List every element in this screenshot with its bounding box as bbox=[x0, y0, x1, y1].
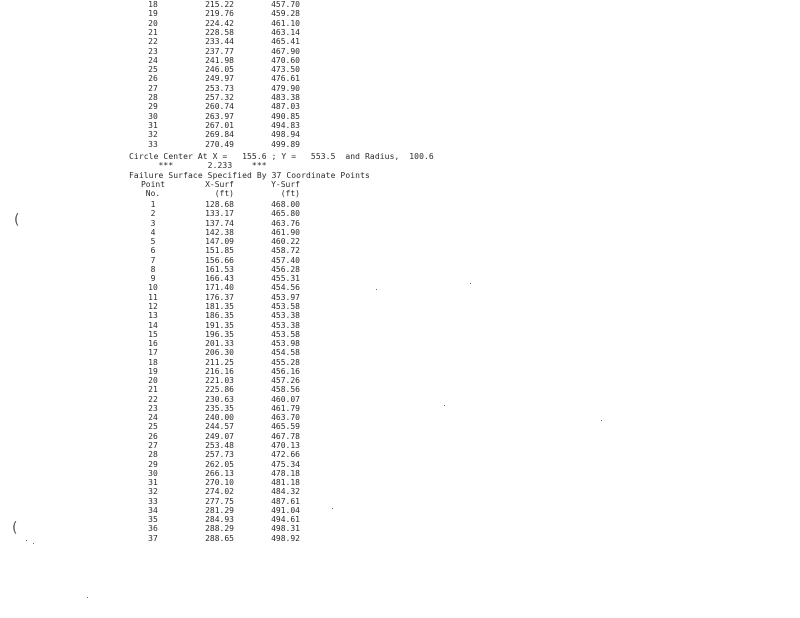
y-surf-value: 484.32 bbox=[271, 487, 300, 497]
scan-mark: ( bbox=[12, 520, 18, 536]
scan-speck bbox=[376, 289, 377, 290]
x-surf-value: 147.09 bbox=[205, 237, 234, 247]
x-surf-value: 219.76 bbox=[205, 9, 234, 19]
point-number: 34 bbox=[148, 505, 158, 515]
y-surf-value: 494.61 bbox=[271, 515, 300, 525]
x-surf-value: 241.98 bbox=[205, 55, 234, 65]
point-number: 31 bbox=[148, 120, 158, 130]
scan-speck bbox=[26, 540, 27, 541]
point-number: 28 bbox=[148, 93, 158, 102]
table-row bbox=[0, 515, 800, 524]
y-surf-value: 478.18 bbox=[271, 468, 300, 478]
point-number: 22 bbox=[148, 37, 158, 47]
point-number: 29 bbox=[148, 459, 158, 469]
x-surf-value: 288.29 bbox=[205, 524, 234, 534]
y-surf-value: 457.70 bbox=[271, 0, 300, 9]
x-surf-value: 257.73 bbox=[205, 450, 234, 460]
point-number: 7 bbox=[150, 255, 156, 265]
x-surf-value: 233.44 bbox=[205, 37, 234, 47]
y-surf-value: 475.34 bbox=[271, 459, 300, 469]
scan-mark: ( bbox=[14, 212, 20, 228]
failure-surface-title: Failure Surface Specified By 37 Coordinate Points bbox=[129, 171, 370, 180]
y-surf-value: 483.38 bbox=[271, 93, 300, 102]
point-number: 29 bbox=[148, 102, 158, 112]
y-surf-value: 456.28 bbox=[271, 264, 300, 274]
point-number: 32 bbox=[148, 487, 158, 497]
y-surf-value: 461.79 bbox=[271, 403, 300, 413]
y-surf-value: 453.58 bbox=[271, 329, 300, 339]
point-number: 26 bbox=[148, 431, 158, 441]
y-surf-value: 461.10 bbox=[271, 18, 300, 28]
table-row bbox=[0, 376, 800, 385]
table-row bbox=[0, 74, 800, 83]
table-row bbox=[0, 506, 800, 515]
point-number: 3 bbox=[150, 218, 156, 228]
x-surf-value: 274.02 bbox=[205, 487, 234, 497]
table-row bbox=[0, 283, 800, 292]
point-number: 27 bbox=[148, 441, 158, 451]
scan-speck bbox=[87, 597, 88, 598]
x-surf-value: 262.05 bbox=[205, 459, 234, 469]
point-number: 33 bbox=[148, 139, 158, 149]
point-number: 37 bbox=[148, 533, 158, 543]
point-number: 21 bbox=[148, 27, 158, 37]
y-surf-value: 453.98 bbox=[271, 339, 300, 349]
point-number: 30 bbox=[148, 111, 158, 121]
table-row bbox=[0, 19, 800, 28]
x-surf-value: 249.07 bbox=[205, 431, 234, 441]
table-row bbox=[0, 237, 800, 246]
point-number: 1 bbox=[150, 200, 156, 209]
point-number: 24 bbox=[148, 413, 158, 423]
table-row bbox=[0, 9, 800, 18]
scan-speck bbox=[601, 420, 602, 421]
point-number: 25 bbox=[148, 422, 158, 432]
point-number: 13 bbox=[148, 311, 158, 321]
x-surf-value: 201.33 bbox=[205, 339, 234, 349]
point-number: 31 bbox=[148, 478, 158, 488]
point-number: 23 bbox=[148, 46, 158, 56]
x-surf-value: 156.66 bbox=[205, 255, 234, 265]
table-row bbox=[0, 358, 800, 367]
x-surf-value: 281.29 bbox=[205, 505, 234, 515]
table-row bbox=[0, 321, 800, 330]
table-row bbox=[0, 441, 800, 450]
x-surf-value: 225.86 bbox=[205, 385, 234, 395]
x-surf-value: 253.73 bbox=[205, 83, 234, 93]
y-surf-value: 490.85 bbox=[271, 111, 300, 121]
table-row bbox=[0, 478, 800, 487]
table-row bbox=[0, 460, 800, 469]
y-surf-value: 470.13 bbox=[271, 441, 300, 451]
circle-center-line: Circle Center At X = 155.6 ; Y = 553.5 and Radius, 100.6 bbox=[129, 152, 434, 161]
point-number: 22 bbox=[148, 394, 158, 404]
y-surf-value: 498.31 bbox=[271, 524, 300, 534]
table-row bbox=[0, 200, 800, 209]
table-row bbox=[0, 395, 800, 404]
y-surf-value: 453.38 bbox=[271, 320, 300, 330]
x-surf-value: 246.05 bbox=[205, 65, 234, 75]
x-surf-value: 230.63 bbox=[205, 394, 234, 404]
y-surf-value: 458.72 bbox=[271, 246, 300, 256]
header-y-surf: Y-Surf bbox=[271, 180, 300, 189]
y-surf-value: 456.16 bbox=[271, 366, 300, 376]
header-point: Point bbox=[140, 180, 166, 189]
table-row bbox=[0, 102, 800, 111]
point-number: 10 bbox=[148, 283, 158, 293]
table-row bbox=[0, 37, 800, 46]
table-row bbox=[0, 422, 800, 431]
table-row bbox=[0, 112, 800, 121]
table-row bbox=[0, 385, 800, 394]
point-number: 18 bbox=[148, 0, 158, 9]
x-surf-value: 151.85 bbox=[205, 246, 234, 256]
table-row bbox=[0, 469, 800, 478]
point-number: 30 bbox=[148, 468, 158, 478]
y-surf-value: 461.90 bbox=[271, 227, 300, 237]
x-surf-value: 240.00 bbox=[205, 413, 234, 423]
table-row bbox=[0, 497, 800, 506]
point-number: 20 bbox=[148, 376, 158, 386]
y-surf-value: 460.22 bbox=[271, 237, 300, 247]
header-y-unit: (ft) bbox=[280, 189, 300, 198]
x-surf-value: 277.75 bbox=[205, 496, 234, 506]
x-surf-value: 191.35 bbox=[205, 320, 234, 330]
y-surf-value: 460.07 bbox=[271, 394, 300, 404]
header-no: No. bbox=[145, 189, 161, 198]
x-surf-value: 270.49 bbox=[205, 139, 234, 149]
point-number: 20 bbox=[148, 18, 158, 28]
table-row bbox=[0, 524, 800, 533]
table-row bbox=[0, 209, 800, 218]
y-surf-value: 476.61 bbox=[271, 74, 300, 84]
header-x-surf: X-Surf bbox=[205, 180, 234, 189]
y-surf-value: 454.58 bbox=[271, 348, 300, 358]
x-surf-value: 176.37 bbox=[205, 292, 234, 302]
point-number: 32 bbox=[148, 130, 158, 140]
x-surf-value: 128.68 bbox=[205, 200, 234, 209]
table-row bbox=[0, 246, 800, 255]
point-number: 14 bbox=[148, 320, 158, 330]
table-row bbox=[0, 450, 800, 459]
y-surf-value: 465.80 bbox=[271, 209, 300, 219]
table-row bbox=[0, 265, 800, 274]
table-row bbox=[0, 413, 800, 422]
point-number: 19 bbox=[148, 366, 158, 376]
x-surf-value: 221.03 bbox=[205, 376, 234, 386]
y-surf-value: 458.56 bbox=[271, 385, 300, 395]
table-row bbox=[0, 65, 800, 74]
x-surf-value: 244.57 bbox=[205, 422, 234, 432]
y-surf-value: 453.38 bbox=[271, 311, 300, 321]
x-surf-value: 206.30 bbox=[205, 348, 234, 358]
x-surf-value: 137.74 bbox=[205, 218, 234, 228]
x-surf-value: 269.84 bbox=[205, 130, 234, 140]
table-row bbox=[0, 404, 800, 413]
header-x-unit: (ft) bbox=[214, 189, 234, 198]
point-number: 8 bbox=[150, 264, 156, 274]
x-surf-value: 263.97 bbox=[205, 111, 234, 121]
y-surf-value: 463.14 bbox=[271, 27, 300, 37]
point-number: 28 bbox=[148, 450, 158, 460]
scan-speck bbox=[33, 543, 34, 544]
y-surf-value: 465.41 bbox=[271, 37, 300, 47]
x-surf-value: 270.10 bbox=[205, 478, 234, 488]
column-units-row bbox=[0, 189, 800, 198]
x-surf-value: 211.25 bbox=[205, 357, 234, 367]
y-surf-value: 457.40 bbox=[271, 255, 300, 265]
scan-speck bbox=[332, 508, 333, 509]
y-surf-value: 453.97 bbox=[271, 292, 300, 302]
x-surf-value: 237.77 bbox=[205, 46, 234, 56]
table-row bbox=[0, 330, 800, 339]
scan-speck bbox=[444, 405, 445, 406]
x-surf-value: 266.13 bbox=[205, 468, 234, 478]
x-surf-value: 284.93 bbox=[205, 515, 234, 525]
x-surf-value: 228.58 bbox=[205, 27, 234, 37]
point-number: 9 bbox=[150, 274, 156, 284]
x-surf-value: 260.74 bbox=[205, 102, 234, 112]
y-surf-value: 479.90 bbox=[271, 83, 300, 93]
table-row bbox=[0, 28, 800, 37]
x-surf-value: 288.65 bbox=[205, 533, 234, 543]
y-surf-value: 467.90 bbox=[271, 46, 300, 56]
point-number: 5 bbox=[150, 237, 156, 247]
table-row bbox=[0, 219, 800, 228]
point-number: 27 bbox=[148, 83, 158, 93]
x-surf-value: 166.43 bbox=[205, 274, 234, 284]
y-surf-value: 463.76 bbox=[271, 218, 300, 228]
x-surf-value: 171.40 bbox=[205, 283, 234, 293]
point-number: 18 bbox=[148, 357, 158, 367]
y-surf-value: 465.59 bbox=[271, 422, 300, 432]
table-row bbox=[0, 0, 800, 9]
table-row bbox=[0, 121, 800, 130]
table-row bbox=[0, 93, 800, 102]
x-surf-value: 249.97 bbox=[205, 74, 234, 84]
x-surf-value: 142.38 bbox=[205, 227, 234, 237]
point-number: 15 bbox=[148, 329, 158, 339]
point-number: 33 bbox=[148, 496, 158, 506]
y-surf-value: 459.28 bbox=[271, 9, 300, 19]
point-number: 6 bbox=[150, 246, 156, 256]
point-number: 12 bbox=[148, 301, 158, 311]
table-row bbox=[0, 487, 800, 496]
point-number: 17 bbox=[148, 348, 158, 358]
x-surf-value: 196.35 bbox=[205, 329, 234, 339]
scan-speck bbox=[470, 283, 471, 284]
table-row bbox=[0, 47, 800, 56]
x-surf-value: 224.42 bbox=[205, 18, 234, 28]
y-surf-value: 481.18 bbox=[271, 478, 300, 488]
x-surf-value: 235.35 bbox=[205, 403, 234, 413]
table-row bbox=[0, 130, 800, 139]
table-row bbox=[0, 140, 800, 149]
table-row bbox=[0, 302, 800, 311]
table-row bbox=[0, 432, 800, 441]
safety-factor-line: *** 2.233 *** bbox=[129, 161, 267, 170]
table-row bbox=[0, 534, 800, 543]
point-number: 26 bbox=[148, 74, 158, 84]
y-surf-value: 472.66 bbox=[271, 450, 300, 460]
x-surf-value: 133.17 bbox=[205, 209, 234, 219]
y-surf-value: 498.92 bbox=[271, 533, 300, 543]
y-surf-value: 491.04 bbox=[271, 505, 300, 515]
table-row bbox=[0, 348, 800, 357]
y-surf-value: 455.31 bbox=[271, 274, 300, 284]
y-surf-value: 487.61 bbox=[271, 496, 300, 506]
x-surf-value: 257.32 bbox=[205, 93, 234, 102]
point-number: 23 bbox=[148, 403, 158, 413]
y-surf-value: 457.26 bbox=[271, 376, 300, 386]
table-row bbox=[0, 228, 800, 237]
point-number: 35 bbox=[148, 515, 158, 525]
point-number: 21 bbox=[148, 385, 158, 395]
table-row bbox=[0, 367, 800, 376]
x-surf-value: 267.01 bbox=[205, 120, 234, 130]
table-row bbox=[0, 339, 800, 348]
x-surf-value: 181.35 bbox=[205, 301, 234, 311]
point-number: 36 bbox=[148, 524, 158, 534]
column-header-row bbox=[0, 180, 800, 189]
y-surf-value: 454.56 bbox=[271, 283, 300, 293]
point-number: 25 bbox=[148, 65, 158, 75]
y-surf-value: 468.00 bbox=[271, 200, 300, 209]
table-row bbox=[0, 84, 800, 93]
y-surf-value: 487.03 bbox=[271, 102, 300, 112]
y-surf-value: 473.50 bbox=[271, 65, 300, 75]
x-surf-value: 253.48 bbox=[205, 441, 234, 451]
y-surf-value: 498.94 bbox=[271, 130, 300, 140]
point-number: 11 bbox=[148, 292, 158, 302]
y-surf-value: 499.89 bbox=[271, 139, 300, 149]
point-number: 4 bbox=[150, 227, 156, 237]
y-surf-value: 463.70 bbox=[271, 413, 300, 423]
y-surf-value: 455.28 bbox=[271, 357, 300, 367]
table-row bbox=[0, 274, 800, 283]
point-number: 24 bbox=[148, 55, 158, 65]
point-number: 16 bbox=[148, 339, 158, 349]
table-row bbox=[0, 293, 800, 302]
table-row bbox=[0, 311, 800, 320]
y-surf-value: 470.60 bbox=[271, 55, 300, 65]
point-number: 19 bbox=[148, 9, 158, 19]
point-number: 2 bbox=[150, 209, 156, 219]
table-row bbox=[0, 56, 800, 65]
x-surf-value: 215.22 bbox=[205, 0, 234, 9]
y-surf-value: 494.83 bbox=[271, 120, 300, 130]
x-surf-value: 161.53 bbox=[205, 264, 234, 274]
table-row bbox=[0, 256, 800, 265]
x-surf-value: 216.16 bbox=[205, 366, 234, 376]
x-surf-value: 186.35 bbox=[205, 311, 234, 321]
y-surf-value: 467.78 bbox=[271, 431, 300, 441]
y-surf-value: 453.58 bbox=[271, 301, 300, 311]
